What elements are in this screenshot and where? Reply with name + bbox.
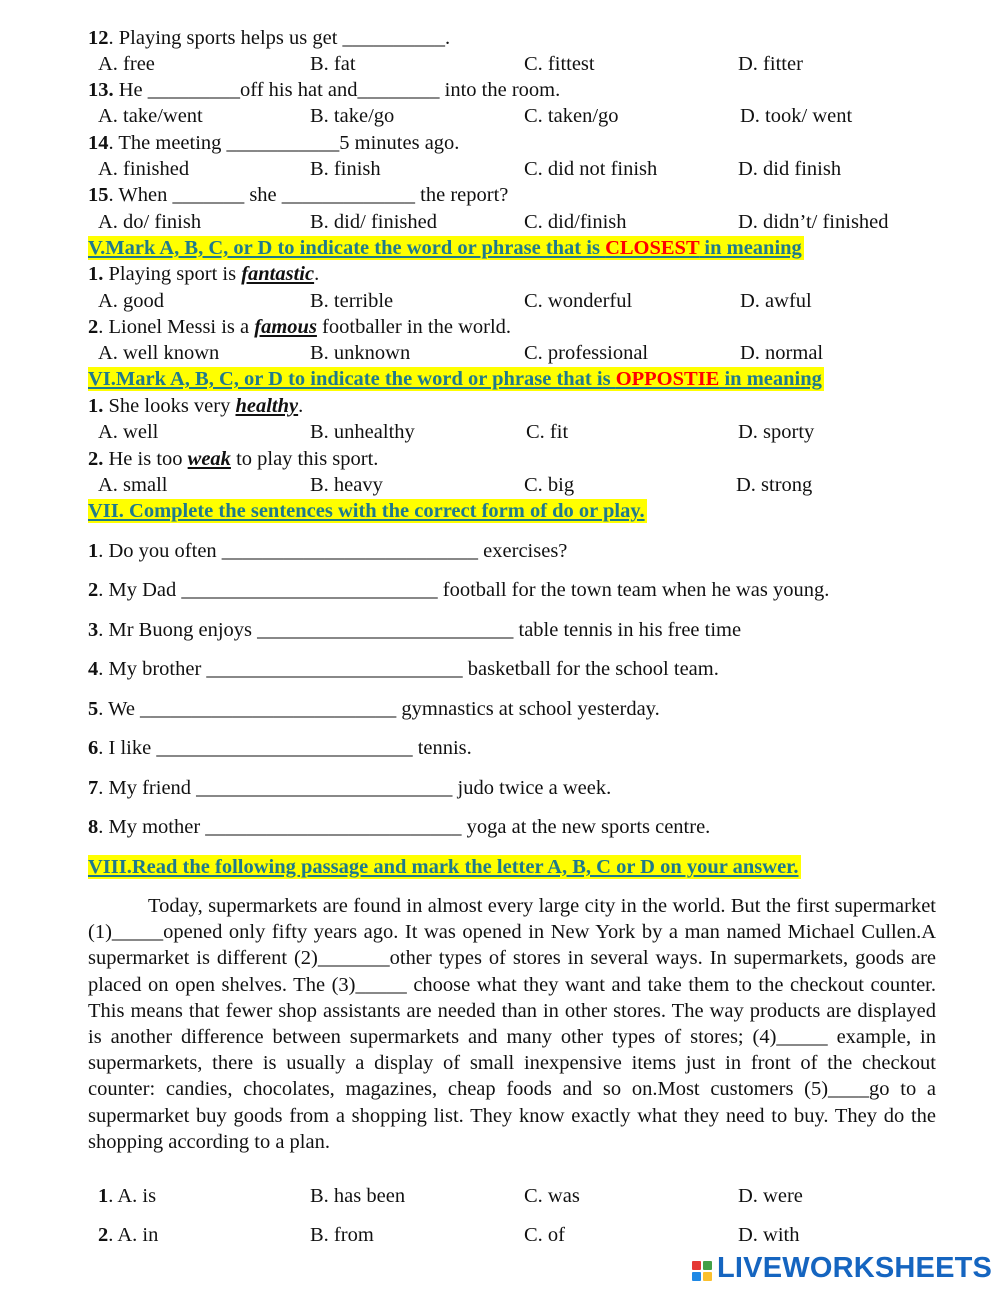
section-6-heading [88, 367, 824, 391]
question-12 [88, 26, 450, 50]
option-d[interactable]: D. were [738, 1185, 803, 1207]
option-d[interactable]: D. normal [740, 342, 824, 364]
option-c[interactable]: C. professional [524, 342, 649, 364]
question-text: . [298, 395, 304, 417]
question-text: . When _______ she _____________ the report? [108, 184, 509, 206]
heading-keyword: OPPOSTIE [615, 368, 720, 390]
section-5-heading [88, 236, 804, 260]
section-6-question-2-options [98, 473, 978, 497]
question-number: 2 [88, 316, 99, 338]
logo-mark-icon [692, 1261, 712, 1281]
item-text[interactable]: . Do you often _________________________ exercises? [98, 540, 568, 562]
fill-item-7 [88, 776, 611, 800]
option-b[interactable]: B. unhealthy [310, 421, 415, 443]
section-5-question-2-options [98, 341, 978, 365]
option-c[interactable]: C. did/finish [524, 211, 627, 233]
option-a[interactable]: A. finished [98, 158, 190, 180]
item-number: 3 [88, 619, 99, 641]
question-keyword: fantastic [241, 263, 315, 285]
passage-answer-2 [98, 1223, 978, 1247]
logo-text: LIVEWORKSHEETS [717, 1251, 993, 1284]
item-number: 8 [88, 816, 99, 838]
item-text[interactable]: . My brother _________________________ basketball for the school team. [98, 658, 719, 680]
fill-item-5 [88, 697, 660, 721]
fill-item-4 [88, 657, 719, 681]
option-a[interactable]: A. do/ finish [98, 211, 202, 233]
item-number: 6 [88, 737, 99, 759]
option-c[interactable]: C. did not finish [524, 158, 658, 180]
liveworksheets-logo[interactable] [692, 1252, 992, 1284]
question-keyword: famous [254, 316, 317, 338]
heading-text: in meaning [719, 368, 822, 390]
heading-text: V.Mark A, B, C, or D to indicate the word or phrase that is [88, 237, 606, 259]
question-text: He _________off his hat and________ into the room. [113, 79, 561, 101]
option-a[interactable]: A. well known [98, 342, 220, 364]
option-b[interactable]: B. did/ finished [310, 211, 437, 233]
option-c[interactable]: C. fittest [524, 53, 595, 75]
option-d[interactable]: D. did finish [738, 158, 842, 180]
option-text: . A. in [108, 1224, 159, 1246]
option-c[interactable]: C. was [524, 1185, 580, 1207]
section-7-heading: VII. Complete the sentences with the correct form of do or play. [88, 500, 645, 522]
option-d[interactable]: D. strong [736, 474, 813, 496]
option-d[interactable]: D. fitter [738, 53, 803, 75]
option-d[interactable]: D. sporty [738, 421, 815, 443]
option-b[interactable]: B. take/go [310, 105, 395, 127]
answer-number: 2 [98, 1224, 109, 1246]
question-text: . Playing sports helps us get __________. [108, 27, 451, 49]
question-number: 1. [88, 263, 104, 285]
fill-item-8 [88, 815, 710, 839]
item-text[interactable]: . My mother _________________________ yoga at the new sports centre. [98, 816, 711, 838]
section-6-question-1 [88, 394, 303, 418]
option-c[interactable]: C. of [524, 1224, 565, 1246]
section-8-heading: VIII.Read the following passage and mark the letter A, B, C or D on your answer. [88, 856, 799, 878]
heading-keyword: CLOSEST [605, 237, 700, 259]
question-text: footballer in the world. [316, 316, 512, 338]
question-14-options [98, 157, 978, 181]
option-b[interactable]: B. terrible [310, 290, 394, 312]
question-text: Playing sport is [103, 263, 242, 285]
item-number: 7 [88, 777, 99, 799]
section-5-question-1-options [98, 289, 978, 313]
option-c[interactable]: C. fit [526, 421, 569, 443]
option-a[interactable]: A. small [98, 474, 168, 496]
question-text: He is too [103, 448, 188, 470]
heading-text: VI.Mark A, B, C, or D to indicate the word or phrase that is [88, 368, 616, 390]
option-text: . A. is [108, 1185, 157, 1207]
question-text: . Lionel Messi is a [98, 316, 255, 338]
question-12-options [98, 52, 978, 76]
question-number: 2. [88, 448, 104, 470]
logo-square [692, 1261, 701, 1270]
question-14 [88, 131, 459, 155]
option-b[interactable]: B. fat [310, 53, 356, 75]
answer-1-option-a[interactable] [98, 1184, 156, 1208]
item-number: 5 [88, 698, 99, 720]
question-keyword: healthy [235, 395, 299, 417]
passage-text: Today, supermarkets are found in almost every large city in the world. But the first supermarket (1)_____opened only fifty years ago. It was opened in New York by a man named Michael Cullen.A supermarket is different (2)_______other types of stores in several ways. In supermarkets, goods are placed on open shelves. The (3)_____ choose what they want and take them to the checkout counter. This means that fewer shop assistants are needed than in other stores. The way products are displayed is another difference between supermarkets and many other types of stores; (4)_____ example, in supermarkets, there is usually a display of small inexpensive items just in front of the checkout counter: candies, chocolates, magazines, cheap foods and so on.Most customers (5)____go to a supermarket buy goods from a shopping list. They know exactly what they need to buy. They do the shopping according to a plan. [88, 895, 936, 1153]
option-b[interactable]: B. from [310, 1224, 374, 1246]
option-c[interactable]: C. wonderful [524, 290, 633, 312]
item-number: 4 [88, 658, 99, 680]
option-a[interactable]: A. good [98, 290, 165, 312]
option-a[interactable]: A. well [98, 421, 159, 443]
section-6-question-2 [88, 447, 378, 471]
question-13 [88, 78, 560, 102]
option-d[interactable]: D. with [738, 1224, 800, 1246]
section-5-question-2 [88, 315, 511, 339]
logo-square [692, 1272, 701, 1281]
fill-item-2 [88, 578, 829, 602]
question-text: She looks very [103, 395, 236, 417]
reading-passage [88, 893, 936, 1155]
question-15-options [98, 210, 978, 234]
option-d[interactable]: D. awful [740, 290, 812, 312]
option-b[interactable]: B. heavy [310, 474, 383, 496]
item-number: 2 [88, 579, 99, 601]
item-text[interactable]: . We _________________________ gymnastics at school yesterday. [98, 698, 660, 720]
item-text[interactable]: . My friend _________________________ judo twice a week. [98, 777, 612, 799]
logo-square [703, 1261, 712, 1270]
passage-answer-1 [98, 1184, 978, 1208]
answer-number: 1 [98, 1185, 109, 1207]
fill-item-6 [88, 736, 472, 760]
question-13-options [98, 104, 978, 128]
item-text[interactable]: . Mr Buong enjoys _________________________ table tennis in his free time [98, 619, 742, 641]
option-a[interactable]: A. take/went [98, 105, 203, 127]
item-text[interactable]: . I like _________________________ tennis. [98, 737, 472, 759]
option-c[interactable]: C. big [524, 474, 575, 496]
question-text: . The meeting ___________5 minutes ago. [108, 132, 460, 154]
heading-text: in meaning [699, 237, 802, 259]
question-number: 13. [88, 79, 114, 101]
question-number: 15 [88, 184, 109, 206]
fill-item-1 [88, 539, 567, 563]
question-number: 12 [88, 27, 109, 49]
item-number: 1 [88, 540, 99, 562]
option-b[interactable]: B. unknown [310, 342, 411, 364]
option-c[interactable]: C. taken/go [524, 105, 619, 127]
option-d[interactable]: D. didn’t/ finished [738, 211, 889, 233]
question-text: . [314, 263, 320, 285]
question-15 [88, 183, 508, 207]
option-d[interactable]: D. took/ went [740, 105, 853, 127]
question-keyword: weak [187, 448, 231, 470]
section-6-question-1-options [98, 420, 978, 444]
question-number: 14 [88, 132, 109, 154]
option-a[interactable]: A. free [98, 53, 155, 75]
item-text[interactable]: . My Dad _________________________ football for the town team when he was young. [98, 579, 830, 601]
question-text: to play this sport. [230, 448, 379, 470]
question-number: 1. [88, 395, 104, 417]
fill-item-3 [88, 618, 741, 642]
answer-2-option-a[interactable] [98, 1223, 158, 1247]
section-5-question-1 [88, 262, 319, 286]
option-b[interactable]: B. has been [310, 1185, 406, 1207]
logo-square [703, 1272, 712, 1281]
option-b[interactable]: B. finish [310, 158, 381, 180]
